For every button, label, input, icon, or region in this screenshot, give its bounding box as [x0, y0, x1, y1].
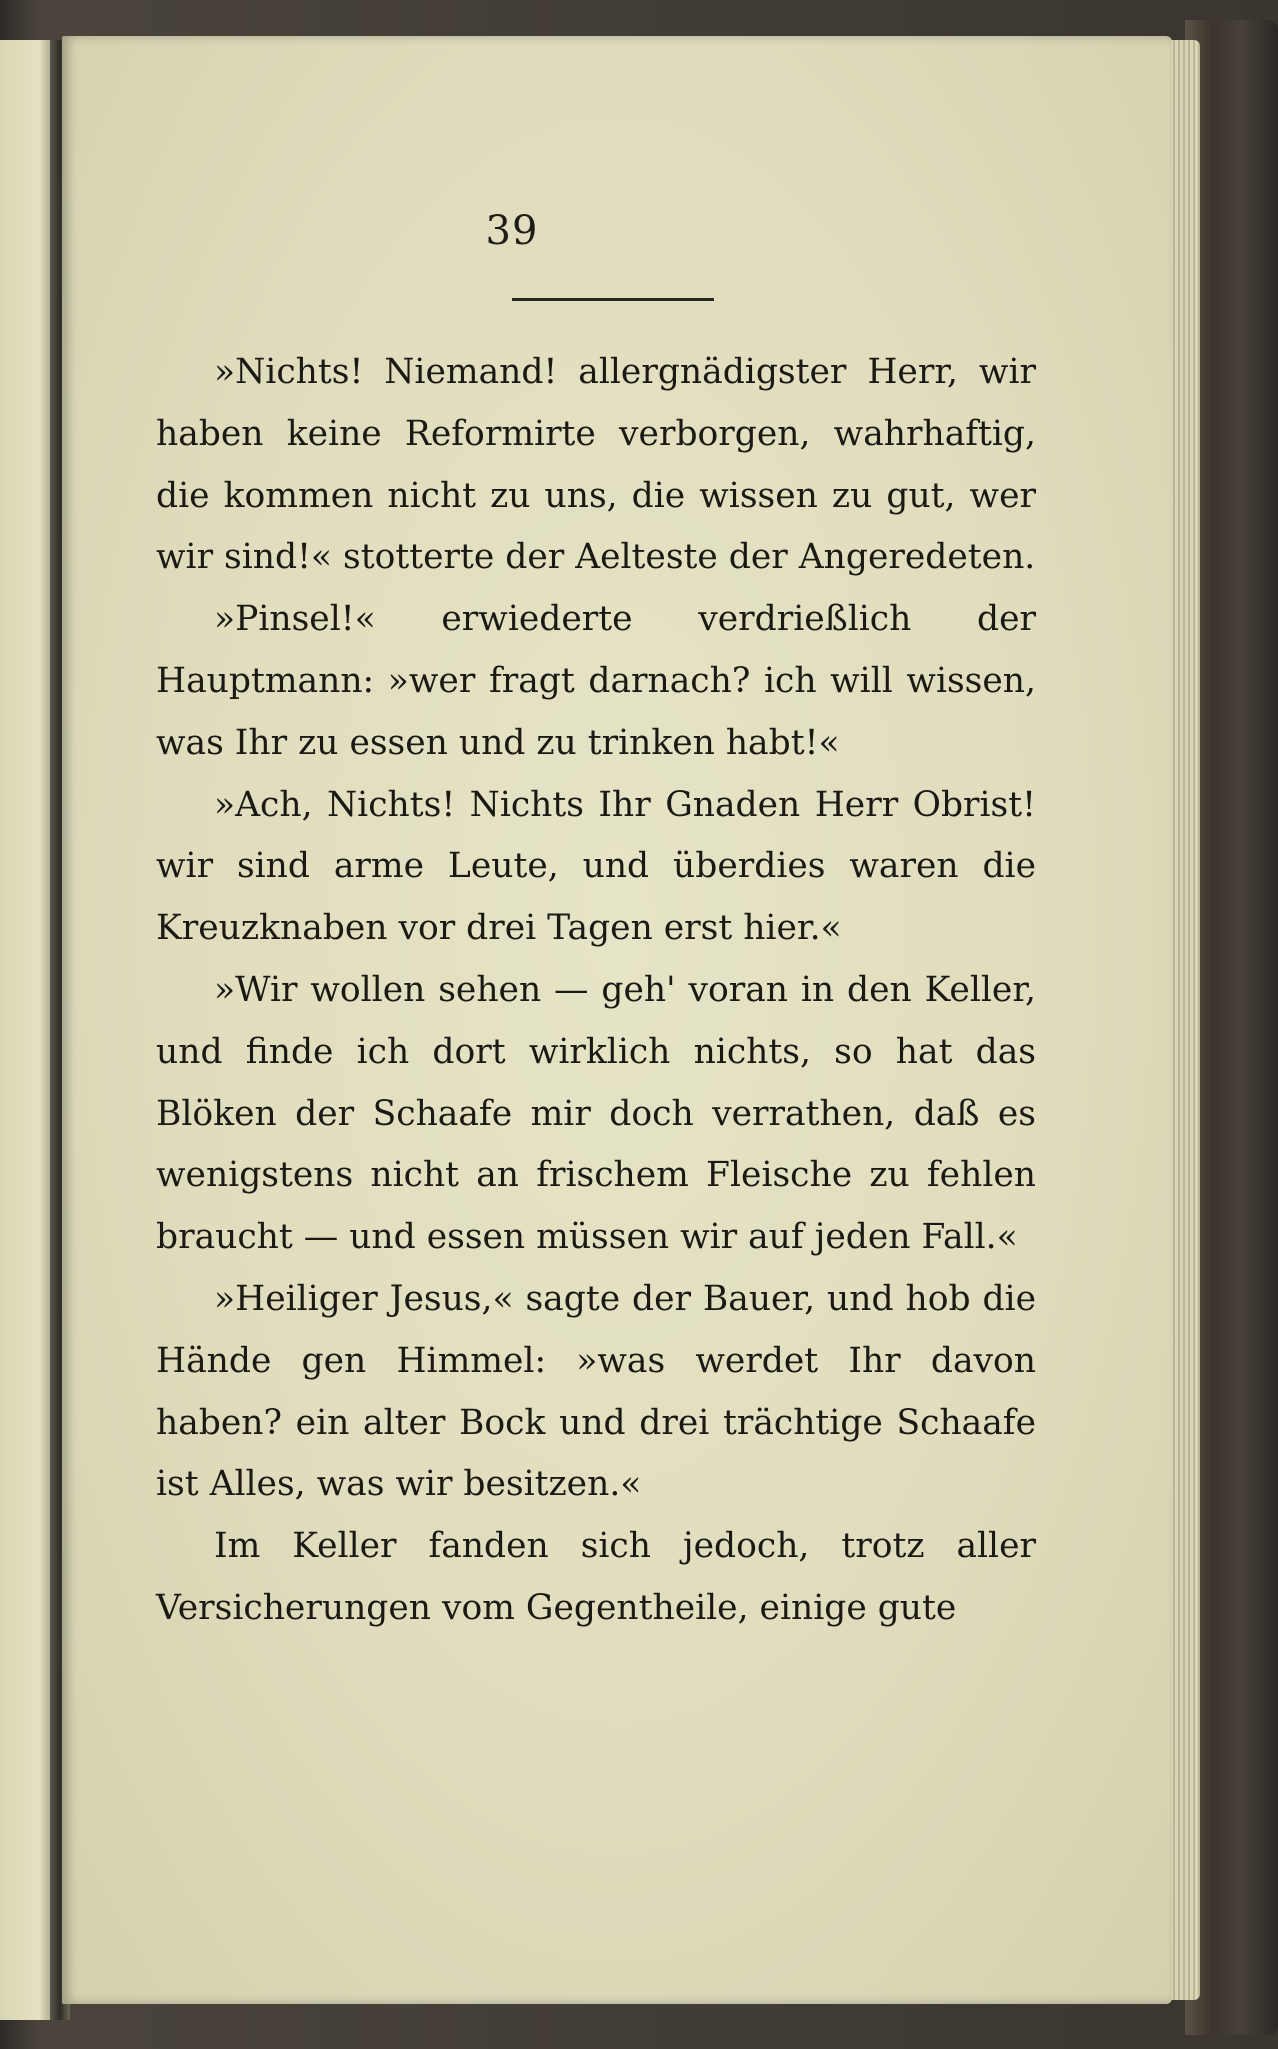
page-number: 39	[485, 208, 539, 254]
page-body-text	[156, 342, 1036, 1640]
paragraph-2: »Pinsel!« erwiederte verdrießlich der Hauptmann: »wer fragt darnach? ich will wissen, was Ihr zu essen und zu trinken habt!«	[156, 599, 1036, 763]
book-page	[62, 36, 1172, 2004]
paragraph-3: »Ach, Nichts! Nichts Ihr Gnaden Herr Obrist! wir sind arme Leute, und überdies waren die Kreuzknaben vor drei Tagen erst hier.«	[156, 784, 1036, 949]
paragraph-1: »Nichts! Niemand! allergnädigster Herr, wir haben keine Reformirte verborgen, wahrhaftig, die kommen nicht zu uns, die wissen zu gut, wer wir sind!« stotterte der Aelteste der Angeredeten.	[156, 352, 1036, 578]
paragraph-5: »Heiliger Jesus,« sagte der Bauer, und hob die Hände gen Himmel: »was werdet Ihr davon haben? ein alter Bock und drei trächtige Schaafe ist Alles, was wir besitzen.«	[156, 1278, 1036, 1505]
paragraph-4: »Wir wollen sehen — geh' voran in den Keller, und finde ich dort wirklich nichts, so hat das Blöken der Schaafe mir doch verrathen, daß es wenigstens nicht an frischem Fleische zu fehlen braucht — und essen müssen wir auf jeden Fall.«	[156, 969, 1036, 1258]
left-page-sliver	[0, 40, 56, 2020]
paragraph-6: Im Keller fanden sich jedoch, trotz aller Versicherungen vom Gegentheile, einige gute	[156, 1526, 1036, 1628]
header-rule	[512, 298, 714, 301]
